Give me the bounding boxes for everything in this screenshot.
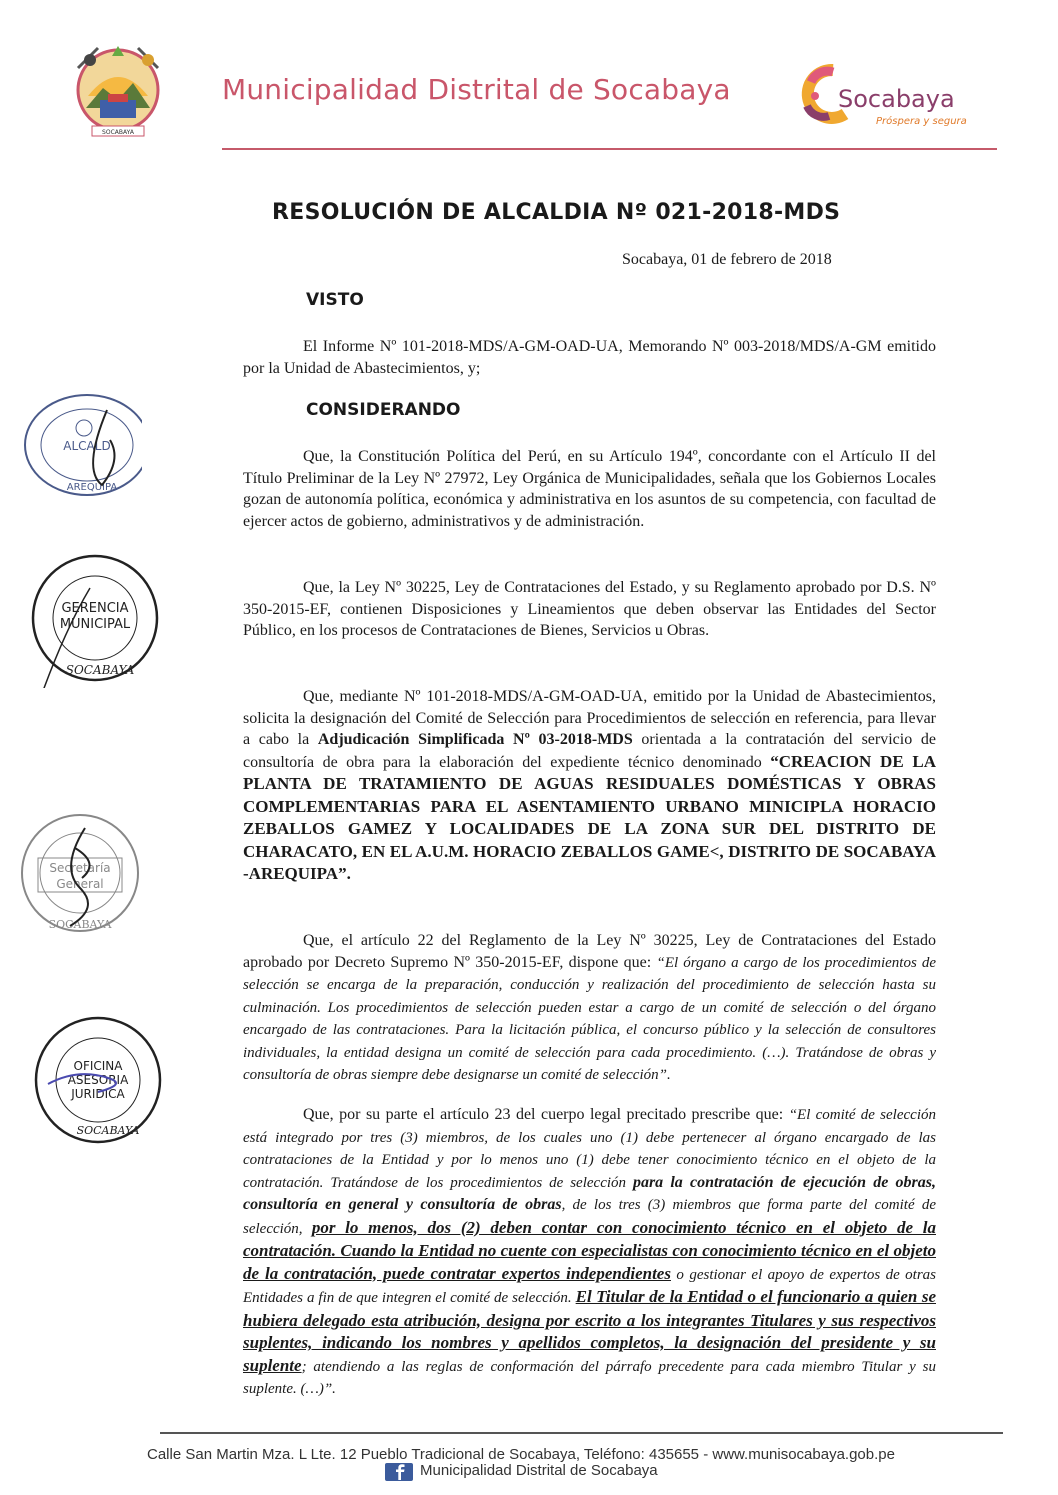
adjudicacion-reference: Adjudicación Simplificada Nº 03-2018-MDS — [317, 731, 633, 748]
paragraph-ley-30225: Que, la Ley Nº 30225, Ley de Contrataciones del Estado, y su Reglamento aprobado por D.S. Nº 350-2015-EF, contienen Disposiciones y Lineamientos que deben observar las Entidades del Sector Público, en los procesos de Contrataciones de Bienes, Servicios u Obras. — [243, 579, 936, 639]
visto-heading: VISTO — [306, 290, 364, 310]
resolution-title: RESOLUCIÓN DE ALCALDIA Nº 021-2018-MDS — [272, 200, 841, 225]
crest-caption: SOCABAYA — [102, 129, 134, 136]
footer-address: Calle San Martin Mza. L Lte. 12 Pueblo Tradicional de Socabaya, Teléfono: 435655 - www.munisocabaya.gob.pe — [147, 1446, 895, 1463]
paragraph-adjudicacion — [243, 686, 936, 886]
paragraph-articulo-23 — [243, 1104, 936, 1401]
brand-tagline: Próspera y segura — [876, 116, 967, 127]
document-date: Socabaya, 01 de febrero de 2018 — [622, 251, 832, 268]
stamp3-line1: Secretaría — [49, 861, 111, 875]
articulo-23-quote-d: ; atendiendo a las reglas de conformación del párrafo precedente para cada miembro Titular y su suplente. (…)”. — [243, 1358, 936, 1397]
project-name: “CREACION DE LA PLANTA DE TRATAMIENTO DE AGUAS RESIDUALES DOMÉSTICAS Y OBRAS COMPLEMENTARIAS PARA EL ASENTAMIENTO URBANO MINICIPLA HORACIO ZEBALLOS GAMEZ Y LOCALIDADES DE LA ZONA SUR DEL DISTRITO DE CHARACATO, EN EL A.U.M. HORACIO ZEBALLOS GAME<, DISTRITO DE SOCABAYA -AREQUIPA”. — [243, 751, 936, 883]
stamp4-bottom: SOCABAYA — [76, 1124, 140, 1137]
paragraph-articulo-22 — [243, 930, 936, 1087]
p5-text-a: Que, por su parte el artículo 23 del cuerpo legal precitado prescribe que: — [303, 1106, 789, 1123]
municipal-crest-logo — [68, 38, 168, 150]
stamp4-line3: JURIDICA — [71, 1087, 125, 1101]
letterhead — [0, 0, 1058, 160]
stamp4-line2: ASESORIA — [67, 1073, 129, 1087]
articulo-23-bold-a: para la contratación de ejecución de obras, consultoría en general y consultoría de obras — [243, 1173, 936, 1213]
articulo-23-quote-c: o gestionar el apoyo de expertos de otras Entidades a fin de que integren el comité de selección. — [243, 1266, 937, 1306]
stamp3-line2: General — [56, 877, 104, 891]
articulo-22-quote: “El órgano a cargo de los procedimientos de selección se encarga de la preparación, conducción y realización del procedimiento de selección hasta su culminación. Los procedimientos de selección pueden estar a cargo de un comité de selección o del órgano encargado de las contrataciones. Para la licitación pública, el concurso público y la selección de consultores individuales, la entidad designa un comité de selección para cada procedimiento. (…). Tratándose de obras y consultoría de obras siempre debe designarse un comité de selección”. — [243, 954, 936, 1083]
p3-text-c: orientada a la contratación del servicio de consultoría de obra para la elaboración del expediente técnico denominado — [243, 731, 936, 771]
stamp3-bottom: SOCABAYA — [48, 918, 112, 931]
municipality-title: Municipalidad Distrital de Socabaya — [222, 73, 731, 106]
asesoria-juridica-stamp — [28, 1008, 168, 1158]
stamp1-center: ALCALD — [63, 439, 111, 453]
stamp2-line2: MUNICIPAL — [59, 617, 131, 632]
considerando-heading: CONSIDERANDO — [306, 400, 461, 420]
stamp2-bottom: SOCABAYA — [65, 663, 135, 677]
footer-divider — [160, 1432, 1003, 1434]
gerencia-municipal-stamp — [20, 548, 170, 688]
secretaria-general-stamp — [10, 808, 150, 938]
p3-text-a: Que, mediante Nº 101-2018-MDS/A-GM-OAD-UA, emitido por la Unidad de Abastecimientos, solicita la designación del Comité de Selección para Procedimientos de selección en referencia, para llevar a cabo la — [243, 688, 936, 748]
paragraph-constitution: Que, la Constitución Política del Perú, en su Artículo 194º, concordante con el Artículo II del Título Preliminar de la Ley Nº 27972, Ley Orgánica de Municipalidades, señala que los Gobiernos Locales gozan de autonomía política, económica y administrativa en los asuntos de su competencia, con facultad de ejercer actos de gobierno, administrativos y de administración. — [243, 448, 936, 530]
visto-paragraph: El Informe Nº 101-2018-MDS/A-GM-OAD-UA, Memorando Nº 003-2018/MDS/A-GM emitido por la Unidad de Abastecimientos, y; — [243, 338, 936, 377]
brand-name: Socabaya — [838, 85, 955, 113]
articulo-23-underlined-b: El Titular de la Entidad o el funcionario a quien se hubiera delegado esta atribución, designa por escrito a los integrantes Titulares y sus respectivos suplentes, indicando los nombres y apellidos completos, la designación del presidente y su suplente — [243, 1287, 936, 1375]
stamp2-line1: GERENCIA — [61, 601, 129, 616]
stamp4-line1: OFICINA — [73, 1059, 123, 1073]
articulo-23-quote-b: , de los tres (3) miembros que forma parte del comité de selección, — [243, 1197, 937, 1237]
facebook-icon — [385, 1463, 413, 1481]
stamp1-bottom: AREQUIPA — [66, 482, 118, 493]
alcaldia-seal-stamp — [12, 390, 142, 500]
articulo-23-quote-a: “El comité de selección está integrado por tres (3) miembros, de los cuales uno (1) debe pertenecer al órgano encargado de las contrataciones de la Entidad y por lo menos uno (1) debe tener conocimiento técnico en el objeto de la contratación. Tratándose de los procedimientos de selección — [243, 1107, 936, 1191]
footer-facebook-link[interactable]: Municipalidad Distrital de Socabaya — [420, 1462, 658, 1479]
header-divider — [222, 148, 997, 150]
articulo-23-underlined-a: por lo menos, dos (2) deben contar con conocimiento técnico en el objeto de la contratación. Cuando la Entidad no cuente con especialistas con conocimiento técnico en el objeto de la contratación, puede contratar expertos independientes — [243, 1217, 936, 1283]
p4-text-a: Que, el artículo 22 del Reglamento de la Ley Nº 30225, Ley de Contrataciones del Estado aprobado por Decreto Supremo Nº 350-2015-EF, dispone que: — [243, 932, 936, 971]
